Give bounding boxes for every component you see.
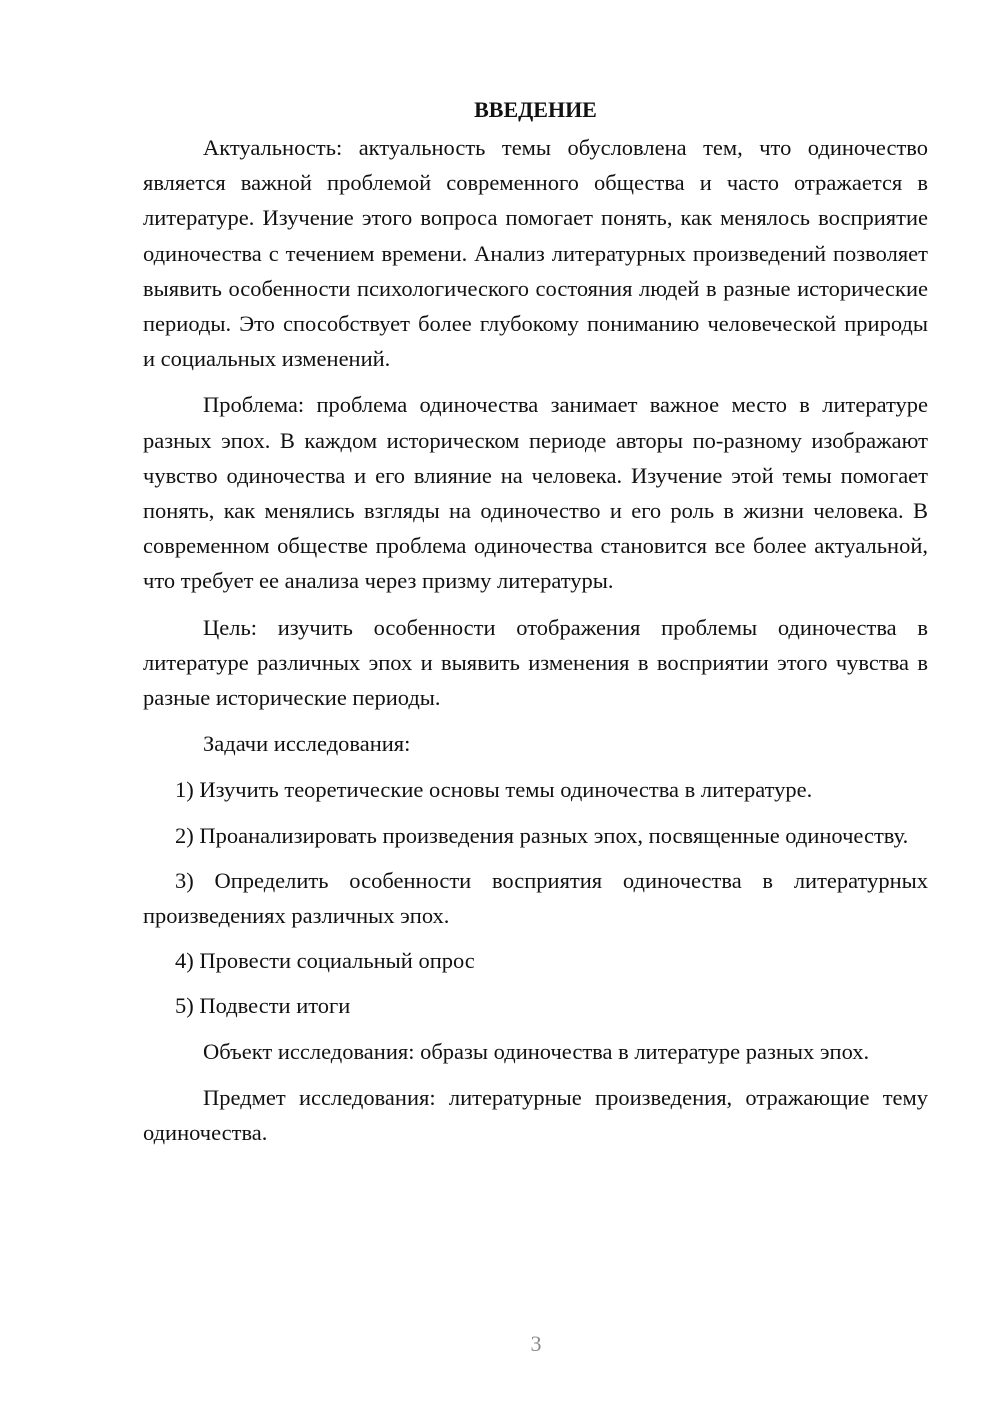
section-heading: ВВЕДЕНИЕ <box>474 97 597 122</box>
tasks-title: Задачи исследования: <box>203 731 411 757</box>
page-number: 3 <box>530 1331 542 1356</box>
task-item-3: 3) Определить особенности восприятия одиночества в литературных произведениях различных эпох. <box>143 867 928 929</box>
task-item-5: 5) Подвести итоги <box>175 993 351 1019</box>
document-page <box>143 92 928 1161</box>
problem-paragraph: Проблема: проблема одиночества занимает важное место в литературе разных эпох. В каждом историческом периоде авторы по-разному изображают чувство одиночества и его влияние на человека. Изучение этой темы помогает понять, как менялись взгляды на одиночество и его роль в жизни человека. В современном обществе проблема одиночества становится все более актуальной, что требует ее анализа через призму литературы. <box>143 392 928 594</box>
task-item-1: 1) Изучить теоретические основы темы одиночества в литературе. <box>175 777 813 803</box>
subject-paragraph: Предмет исследования: литературные произведения, отражающие тему одиночества. <box>143 1084 928 1146</box>
goal-paragraph: Цель: изучить особенности отображения проблемы одиночества в литературе различных эпох и выявить изменения в восприятии этого чувства в разные исторические периоды. <box>143 614 928 711</box>
task-item-2: 2) Проанализировать произведения разных эпох, посвященные одиночеству. <box>175 822 909 848</box>
task-item-4: 4) Провести социальный опрос <box>175 948 475 974</box>
relevance-paragraph: Актуальность: актуальность темы обусловлена тем, что одиночество является важной проблемой современного общества и часто отражается в литературе. Изучение этого вопроса помогает понять, как менялось восприятие одиночества с течением времени. Анализ литературных произведений позволяет выявить особенности психологического состояния людей в разные исторические периоды. Это способствует более глубокому пониманию человеческой природы и социальных изменений. <box>143 135 928 372</box>
object-paragraph: Объект исследования: образы одиночества в литературе разных эпох. <box>203 1038 870 1064</box>
